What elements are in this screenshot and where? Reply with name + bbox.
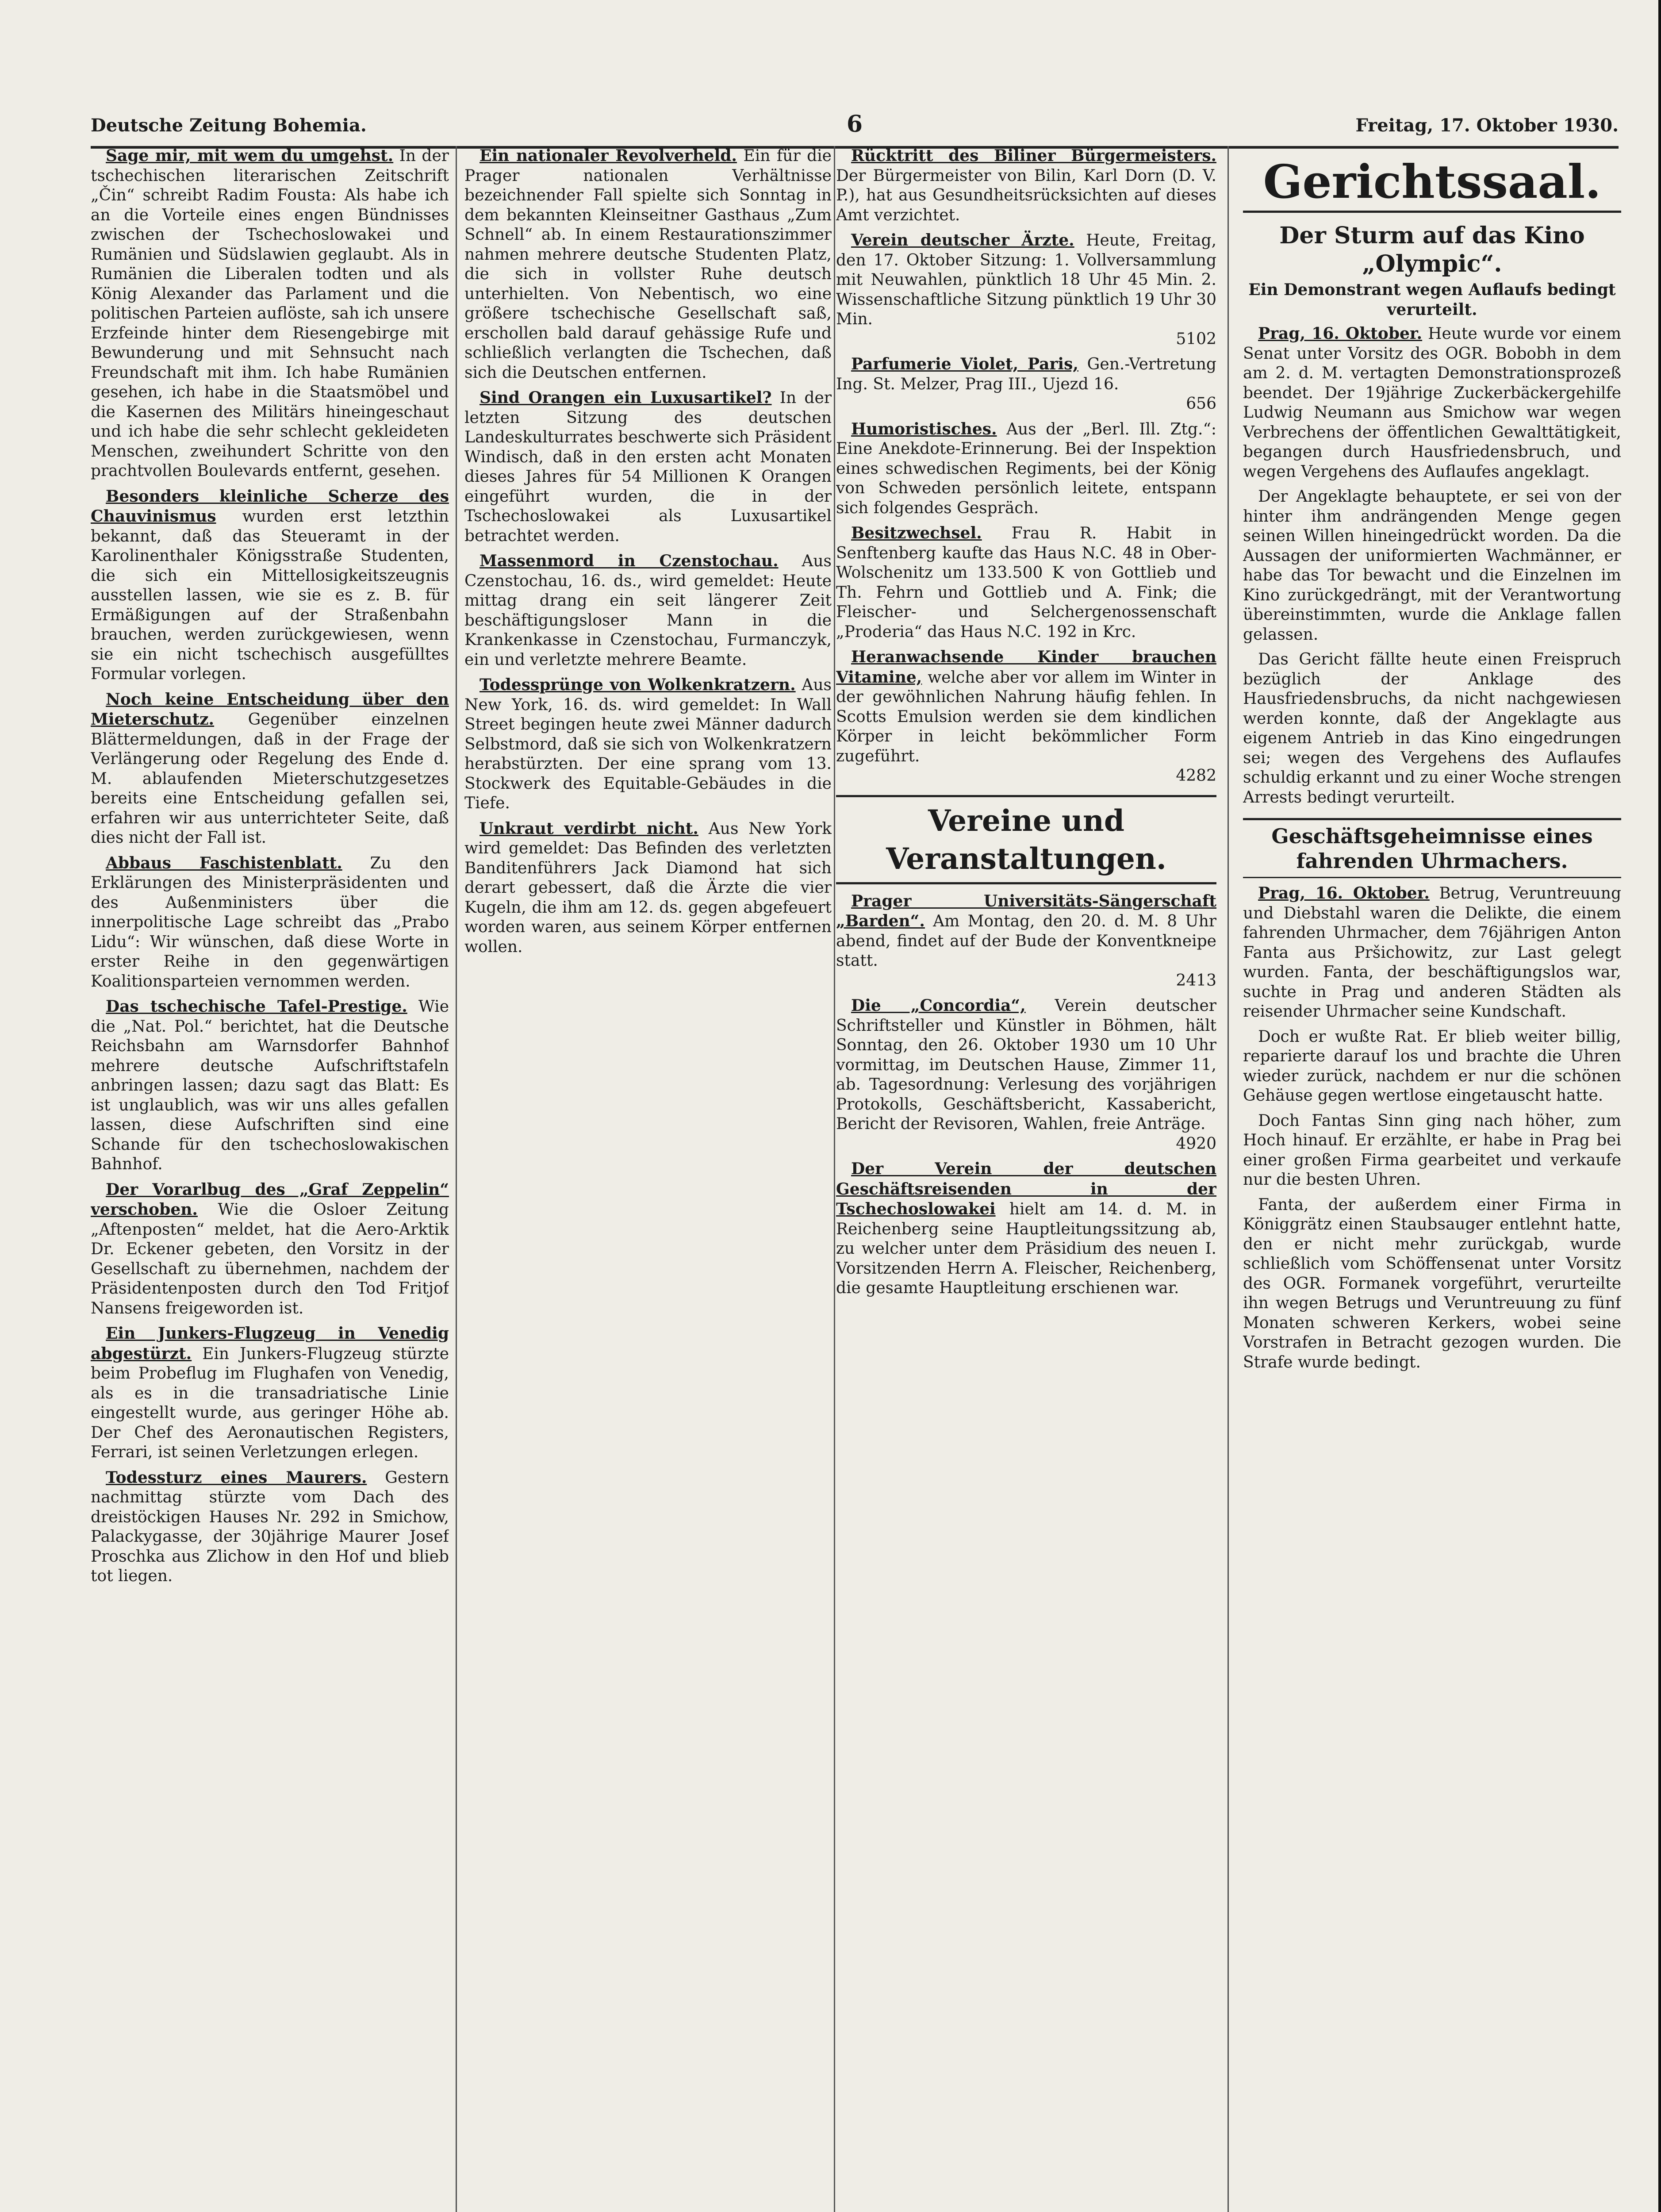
article	[464, 819, 832, 957]
article-body: Doch er wußte Rat. Er blieb weiter billig, reparierte darauf los und brachte die Uhren wieder zurück, nachdem er nur die schönen Gehäuse gegen wertlose eingetauscht hatte.	[1243, 1027, 1621, 1105]
article-body: Fanta, der außerdem einer Firma in Königgrätz einen Staubsauger entlehnt hatte, den er nicht mehr zurückgab, wurde schließlich vom Schöffensenat unter Vorsitz des OGR. Formanek vorgeführt, verurteilte ihn wegen Betrugs und Veruntreuung zu fünf Monaten schweren Kerkers, wobei seine Vorstrafen in Betracht gezogen wurden. Die Strafe wurde bedingt.	[1243, 1195, 1621, 1371]
article-body: Aus New York wird gemeldet: Das Befinden des verletzten Banditenführers Jack Diamond hat sich derart gebessert, daß die Ärzte die vier Kugeln, die ihm am 12. ds. gegen abgefeuert worden waren, aus seinem Körper entfernen wollen.	[464, 819, 832, 956]
article	[91, 1180, 449, 1319]
article-main-headline: Der Sturm auf das Kino „Olympic“.	[1279, 222, 1585, 277]
masthead-date: Freitag, 17. Oktober 1930.	[1355, 115, 1619, 136]
article	[91, 690, 449, 848]
article-headline: Der Vorarlbug des „Graf Zeppelin“ verschoben.	[91, 1180, 449, 1219]
article-body: Der Angeklagte behauptete, er sei von der hinter ihm andrängenden Menge gegen seinen Willen hineingedrückt worden. Da die Aussagen der uniformierten Wachmänner, er habe das Tor bewacht und die Einzelnen im Kino zurückgedrängt, mit der Verantwortung übereinstimmten, wurde die Anklage fallen gelassen.	[1243, 488, 1621, 644]
article-subheadline: Ein Demonstrant wegen Auflaufs bedingt verurteilt.	[1248, 280, 1616, 319]
ad-number: 656	[1186, 395, 1216, 413]
article-headline: Ein nationaler Revolverheld.	[480, 146, 737, 165]
article-body: Aus Czenstochau, 16. ds., wird gemeldet: Heute mittag drang ein seit längerer Zeit beschäftigungsloser Mann in die Krankenkasse in Czenstochau, Furmanczyk, ein und verletzte mehrere Beamte.	[464, 552, 832, 669]
column-rule	[456, 146, 457, 2212]
column-1	[91, 146, 449, 2212]
article	[91, 1468, 449, 1586]
article	[1243, 324, 1621, 482]
article-headline: Die „Concordia“,	[851, 996, 1026, 1015]
article-box-headline: Geschäftsgeheimnisse eines fahrenden Uhrmachers.	[1243, 818, 1621, 878]
article	[836, 996, 1216, 1154]
section-heading: Vereine und Veranstaltungen.	[836, 795, 1216, 884]
article-body: Heute wurde vor einem Senat unter Vorsitz des OGR. Bobobh in dem am 2. d. M. vertagten Demonstrationsprozeß beendet. Der 19jährige Zuckerbäckergehilfe Ludwig Neumann aus Smichow war wegen Verbrechens der öffentlichen Gewalttätigkeit, begangen durch Hausfriedensbruch, und wegen Vergehens des Auflaufes angeklagt.	[1243, 325, 1621, 481]
article	[836, 354, 1216, 414]
article-headline: Todessprünge von Wolkenkratzern.	[480, 676, 796, 694]
article	[1243, 1111, 1621, 1190]
article-body: Gen.-Vertretung Ing. St. Melzer, Prag III., Ujezd 16.	[836, 355, 1216, 393]
article-body: Der Bürgermeister von Bilin, Karl Dorn (D. V. P.), hat aus Gesundheitsrücksichten auf dieses Amt verzichtet.	[836, 166, 1216, 224]
article	[91, 997, 449, 1175]
article-body: Aus New York, 16. ds. wird gemeldet: In Wall Street begingen heute zwei Männer dadurch Selbstmord, daß sie sich von Wolkenkratzern herabstürzten. Der eine sprang vom 13. Stockwerk des Equitable-Gebäudes in die Tiefe.	[464, 676, 832, 812]
article-body: Frau R. Habit in Senftenberg kaufte das Haus N.C. 48 in Ober-Wolschenitz um 133.500 K von Gottlieb und Th. Fehrn und Gottlieb und A. Fink; die Fleischer- und Selchergenossenschaft „Proderia“ das Haus N.C. 192 in Krc.	[836, 524, 1216, 641]
article	[836, 647, 1216, 786]
article-body: Wie die Osloer Zeitung „Aftenposten“ meldet, hat die Aero-Arktik Dr. Eckener gebeten, den Vorsitz in der Gesellschaft zu übernehmen, nachdem der Präsidentenposten durch den Tod Fritjof Nansens freigeworden ist.	[91, 1201, 449, 1317]
column-rule	[834, 146, 835, 2212]
article	[836, 523, 1216, 642]
article-body: Doch Fantas Sinn ging nach höher, zum Hoch hinauf. Er erzählte, er habe in Prag bei einer großen Firma gearbeitet und verkaufe nur die besten Uhren.	[1243, 1111, 1621, 1189]
article-dateline: Prag, 16. Oktober.	[1258, 324, 1423, 343]
article-body: In der letzten Sitzung des deutschen Landeskulturrates beschwerte sich Präsident Windisch, daß in den ersten acht Monaten dieses Jahres für 54 Millionen K Orangen eingeführt wurden, die in der Tschechoslowakei als Luxusartikel betrachtet werden.	[464, 389, 832, 545]
article-headline: Abbaus Faschistenblatt.	[106, 853, 342, 872]
article-body: Betrug, Veruntreuung und Diebstahl waren die Delikte, die einem fahrenden Uhrmacher, dem 76jährigen Anton Fanta aus Pršichowitz, zur Last gelegt wurden. Fanta, der beschäftigungslos war, suchte in Prag und anderen Städten als reisender Uhrmacher seine Kundschaft.	[1243, 884, 1621, 1021]
article	[836, 891, 1216, 991]
article-body: Das Gericht fällte heute einen Freispruch bezüglich der Anklage des Hausfriedensbruchs, da nicht nachgewiesen werden konnte, daß der Angeklagte aus eigenem Antrieb in das Kino eingedrungen sei; wegen des Vergehens des Auflaufes schuldig erkannt und zu einer Woche strengen Arrests bedingt verurteilt.	[1243, 650, 1621, 806]
article-headline: Parfumerie Violet, Paris,	[851, 355, 1078, 373]
article-headline: Der Verein der deutschen Geschäftsreisenden in der Tschechoslowakei	[836, 1160, 1216, 1218]
article-body: hielt am 14. d. M. in Reichenberg seine Hauptleitungssitzung ab, zu welcher unter dem Präsidium des neuen I. Vorsitzenden Herrn A. Fleischer, Reichenberg, die gesamte Hauptleitung erschienen war.	[836, 1200, 1216, 1297]
article-dateline: Prag, 16. Oktober.	[1258, 884, 1430, 902]
article-body: welche aber vor allem im Winter in der gewöhnlichen Nahrung häufig fehlen. In Scotts Emulsion werden sie dem kindlichen Körper in leicht bekömmlicher Form zugeführt.	[836, 668, 1216, 765]
ad-number: 4282	[1176, 767, 1216, 785]
article	[1243, 487, 1621, 645]
article	[1243, 1027, 1621, 1106]
column-rule	[1228, 146, 1229, 2212]
article-body: In der tschechischen literarischen Zeitschrift „Čin“ schreibt Radim Fousta: Als habe ich an die Vorteile eines engen Bündnisses zwischen der Tschechoslowakei und Rumänien und Südslawien geglaubt. Als in Rumänien die Liberalen todten und als König Alexander das Parlament und die politischen Parteien auflöste, sah ich unsere Erzfeinde hinter dem Riesengebirge mit Bewunderung und mit Sehnsucht nach Freundschaft mit ihm. Ich habe Rumänien gesehen, ich habe in die Staatsmöbel und die Kasernen des Militärs hineingeschaut und ich habe die sehr schlecht gekleideten Menschen, zweihundert Schritte von den prachtvollen Boulevards entfernt, gesehen.	[91, 147, 449, 480]
ad-number: 2413	[1176, 971, 1216, 990]
article-headline: Sage mir, mit wem du umgehst.	[106, 146, 394, 165]
article-body: Wie die „Nat. Pol.“ berichtet, hat die Deutsche Reichsbahn am Warnsdorfer Bahnhof mehrere deutsche Aufschriftstafeln anbringen lassen; dazu sagt das Blatt: Es ist unglaublich, was wir uns alles gefallen lassen, diese Aufschriften sind eine Schande für den tschechoslowakischen Bahnhof.	[91, 998, 449, 1173]
article-headline: Noch keine Entscheidung über den Mieterschutz.	[91, 690, 449, 729]
article-body: Verein deutscher Schriftsteller und Künstler in Böhmen, hält Sonntag, den 26. Oktober 1930 um 10 Uhr vormittag, im Deutschen Hause, Zimmer 11, ab. Tagesordnung: Verlesung des vorjährigen Protokolls, Geschäftsbericht, Kassabericht, Bericht der Revisoren, Wahlen, freie Anträge.	[836, 997, 1216, 1133]
article-body: wurden erst letzthin bekannt, daß das Steueramt in der Karolinenthaler Königsstraße Studenten, die sich ein Mittellosigkeitszeugnis ausstellen lassen, wie sie es z. B. für Ermäßigungen auf der Straßenbahn brauchen, werden zurückgewiesen, wenn sie ein nicht tschechisch ausgefülltes Formular vorlegen.	[91, 507, 449, 683]
article	[836, 1159, 1216, 1298]
article-headline: Heranwachsende Kinder brauchen Vitamine,	[836, 648, 1216, 687]
masthead-paper-name: Deutsche Zeitung Bohemia.	[91, 115, 367, 136]
article-headline: Unkraut verdirbt nicht.	[480, 819, 698, 838]
article-body: Am Montag, den 20. d. M. 8 Uhr abend, findet auf der Bude der Konventkneipe statt.	[836, 912, 1216, 970]
article	[1243, 650, 1621, 807]
article-headline: Massenmord in Czenstochau.	[480, 552, 779, 570]
ad-number: 4920	[1176, 1134, 1216, 1153]
article-body: Aus der „Berl. Ill. Ztg.“: Eine Anekdote-Erinnerung. Bei der Inspektion eines schwedischen Regiments, bei der König von Schweden persönlich leitete, entspann sich folgendes Gespräch.	[836, 420, 1216, 517]
article	[464, 146, 832, 383]
article-body: Gegenüber einzelnen Blättermeldungen, daß in der Frage der Verlängerung oder Regelung des Ende d. M. ablaufenden Mieterschutzgesetzes bereits eine Entscheidung gefallen sei, erfahren wir aus unterrichteter Seite, daß dies nicht der Fall ist.	[91, 710, 449, 847]
article-body: Ein für die Prager nationalen Verhältnisse bezeichnender Fall spielte sich Sonntag in dem bekannten Kleinseitner Gasthaus „Zum Schnell“ ab. In einem Restaurationszimmer nahmen mehrere deutsche Studenten Platz, die sich in vollster Ruhe deutsch unterhielten. Von Nebentisch, wo eine größere tschechische Gesellschaft saß, erschollen bald darauf gehässige Rufe und schließlich verlangten die Tschechen, daß sich die Deutschen entfernen.	[464, 147, 832, 382]
article-headline: Sind Orangen ein Luxusartikel?	[480, 388, 772, 407]
masthead-page-number: 6	[846, 111, 863, 138]
column-2	[464, 146, 832, 2212]
article	[464, 388, 832, 546]
article	[91, 487, 449, 684]
article-headline: Verein deutscher Ärzte.	[851, 231, 1074, 250]
article-headline: Todessturz eines Maurers.	[106, 1468, 367, 1487]
article-headline: Humoristisches.	[851, 419, 997, 438]
article-headline: Das tschechische Tafel-Prestige.	[106, 997, 407, 1016]
article	[836, 230, 1216, 349]
article	[91, 853, 449, 992]
article-body: Ein Junkers-Flugzeug stürzte beim Probeflug im Flughafen von Venedig, als es in die transadriatische Linie eingestellt wurde, aus geringer Höhe ab. Der Chef des Aeronautischen Registers, Ferrari, ist seinen Verletzungen erlegen.	[91, 1344, 449, 1461]
masthead	[91, 111, 1619, 149]
article	[91, 146, 449, 481]
article-headline: Ein Junkers-Flugzeug in Venedig abgestürzt.	[91, 1324, 449, 1363]
article	[836, 146, 1216, 225]
article-body: Heute, Freitag, den 17. Oktober Sitzung: 1. Vollversammlung mit Neuwahlen, pünktlich 18 Uhr 45 Min. 2. Wissenschaftliche Sitzung pünktlich 19 Uhr 30 Min.	[836, 231, 1216, 328]
ad-number: 5102	[1176, 330, 1216, 348]
column-4	[1243, 146, 1621, 2212]
article	[91, 1324, 449, 1463]
article	[464, 551, 832, 670]
article	[1243, 1195, 1621, 1373]
article-headline: Besonders kleinliche Scherze des Chauvinismus	[91, 487, 449, 526]
article-headline: Prager Universitäts-Sängerschaft „Barden“.	[836, 891, 1216, 930]
article-body: Zu den Erklärungen des Ministerpräsidenten und des Außenministers über die innerpolitische Lage schreibt das „Prabo Lidu“: Wir wünschen, daß diese Worte in erster Reihe in den gegenwärtigen Koalitionsparteien vernommen werden.	[91, 854, 449, 991]
article-body: Gestern nachmittag stürzte vom Dach des dreistöckigen Hauses Nr. 292 in Smichow, Palackygasse, der 30jährige Maurer Josef Proschka aus Zlichow in den Hof und blieb tot liegen.	[91, 1468, 449, 1585]
column-3	[836, 146, 1216, 2212]
article	[1243, 883, 1621, 1022]
article	[464, 675, 832, 814]
article-headline: Besitzwechsel.	[851, 524, 982, 542]
article-headline: Rücktritt des Biliner Bürgermeisters.	[851, 146, 1216, 165]
article	[836, 419, 1216, 518]
section-title: Gerichtssaal.	[1243, 153, 1621, 213]
